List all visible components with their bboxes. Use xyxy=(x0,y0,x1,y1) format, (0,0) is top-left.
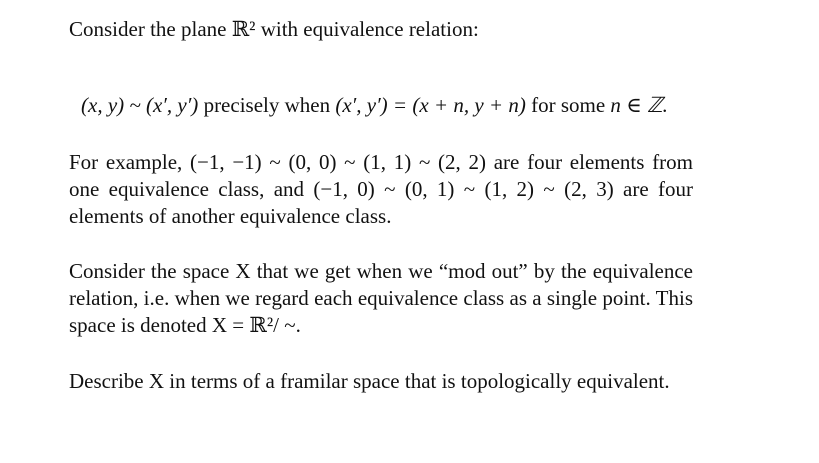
intro-text: Consider the plane ℝ² with equivalence relation: xyxy=(69,17,479,41)
example-line-2: one equivalence class, and (−1, 0) ~ (0, 1) ~ (1, 2) ~ (2, 3) are four xyxy=(69,177,693,201)
space-line-3: space is denoted X = ℝ²/ ~. xyxy=(69,313,301,337)
space-line-2: relation, i.e. when we regard each equivalence class as a single point. This xyxy=(69,286,693,310)
example-line-1: For example, (−1, −1) ~ (0, 0) ~ (1, 1) ~ (2, 2) are four elements from xyxy=(69,150,693,174)
space-line-1: Consider the space X that we get when we “mod out” by the equivalence xyxy=(69,259,693,283)
membership-expression: n ∈ ℤ. xyxy=(610,93,668,117)
question-text: Describe X in terms of a framilar space that is topologically equivalent. xyxy=(69,369,670,393)
relation-expression: (x, y) ~ (x′, y′) xyxy=(81,93,199,117)
definition-equation xyxy=(81,92,668,118)
condition-expression: (x′, y′) = (x + n, y + n) xyxy=(335,93,526,117)
quantifier-text: for some xyxy=(531,93,606,117)
connector-text: precisely when xyxy=(203,93,331,117)
example-line-3: elements of another equivalence class. xyxy=(69,204,392,228)
